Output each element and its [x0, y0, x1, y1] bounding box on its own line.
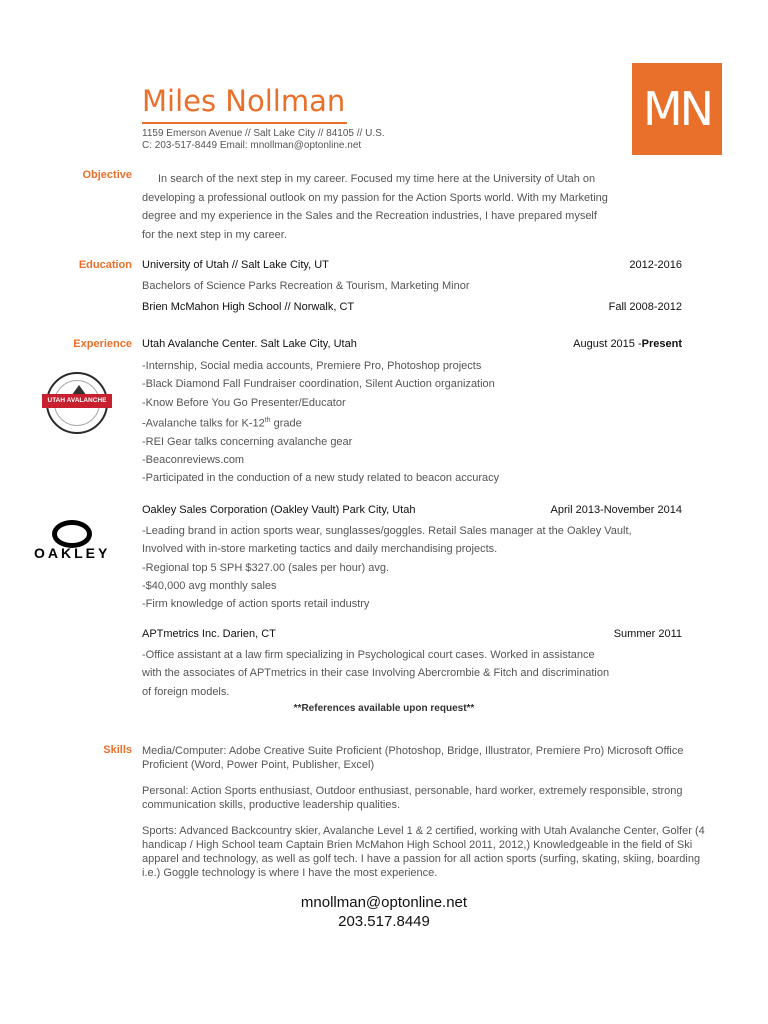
education-date: 2012-2016: [629, 259, 682, 271]
oakley-logo: OAKLEY: [34, 545, 111, 561]
list-item-text: -Avalanche talks for K-12: [142, 417, 265, 430]
list-item: -Internship, Social media accounts, Premiere Pro, Photoshop projects: [142, 360, 482, 372]
footer-email: mnollman@optonline.net: [300, 894, 468, 911]
contact-line: C: 203-517-8449 Email: mnollman@optonline.net: [142, 140, 362, 151]
job-items: [142, 646, 609, 701]
badge-band: UTAH AVALANCHE: [42, 394, 112, 408]
section-label-skills: Skills: [103, 744, 132, 756]
objective-line: degree and my experience in the Sales and the Recreation industries, I have prepared myself: [142, 210, 597, 222]
references-note: **References available upon request**: [293, 703, 475, 714]
job-date: Summer 2011: [613, 628, 682, 640]
job-items: [142, 357, 499, 488]
list-item: -Beaconreviews.com: [142, 454, 245, 467]
job-date-present: Present: [641, 338, 682, 350]
list-item: -REI Gear talks concerning avalanche gear: [142, 435, 353, 448]
education-date: Fall 2008-2012: [608, 301, 682, 313]
objective-text: [142, 170, 608, 244]
superscript: th: [264, 416, 271, 424]
list-item: [142, 412, 499, 433]
list-item: Involved with in-store marketing tactics and daily merchandising projects.: [142, 543, 498, 556]
section-label-objective: Objective: [82, 169, 132, 181]
oakley-ellipse-icon: [52, 520, 92, 548]
name-underline: [142, 122, 347, 124]
objective-line: In search of the next step in my career. Focused my time here at the University of Utah on: [158, 173, 596, 185]
candidate-name: Miles Nollman: [142, 84, 346, 118]
footer-phone: 203.517.8449: [338, 913, 430, 930]
job-title: APTmetrics Inc. Darien, CT: [142, 628, 276, 640]
monogram-logo: MN: [632, 63, 722, 155]
education-school: University of Utah // Salt Lake City, UT: [142, 259, 329, 271]
objective-line: for the next step in my career.: [142, 228, 287, 241]
section-label-education: Education: [78, 259, 132, 271]
list-item: with the associates of APTmetrics in their case Involving Abercrombie & Fitch and discrimination: [142, 667, 610, 680]
list-item: -Leading brand in action sports wear, sunglasses/goggles. Retail Sales manager at the Oakley Vault,: [142, 525, 632, 537]
job-date: April 2013-November 2014: [550, 504, 682, 516]
address-line: 1159 Emerson Avenue // Salt Lake City // 84105 // U.S.: [142, 128, 385, 139]
job-date-start: August 2015 -: [573, 338, 642, 350]
list-item: -Regional top 5 SPH $327.00 (sales per hour) avg.: [142, 561, 390, 574]
education-degree: Bachelors of Science Parks Recreation & Tourism, Marketing Minor: [142, 280, 470, 292]
utah-avalanche-logo: [46, 372, 108, 434]
list-item: -Office assistant at a law firm specializing in Psychological court cases. Worked in assistance: [142, 649, 595, 661]
skills-paragraph: Personal: Action Sports enthusiast, Outdoor enthusiast, personable, hard worker, extremely responsible, strong communication skills, productive leadership qualities.: [142, 785, 683, 811]
job-date: [573, 338, 682, 350]
job-items: [142, 522, 632, 613]
list-item-suffix: grade: [270, 417, 302, 430]
list-item: -Black Diamond Fall Fundraiser coordination, Silent Auction organization: [142, 378, 495, 391]
section-label-experience: Experience: [73, 338, 132, 350]
list-item: -Participated in the conduction of a new study related to beacon accuracy: [142, 472, 500, 485]
skills-text: [142, 744, 717, 892]
list-item: -Firm knowledge of action sports retail industry: [142, 598, 370, 611]
skills-paragraph: Media/Computer: Adobe Creative Suite Proficient (Photoshop, Bridge, Illustrator, Premiere Pro) Microsoft Office Proficient (Word, Power Point, Publisher, Excel): [142, 745, 684, 771]
job-title: Oakley Sales Corporation (Oakley Vault) Park City, Utah: [142, 504, 416, 516]
skills-paragraph: Sports: Advanced Backcountry skier, Avalanche Level 1 & 2 certified, working with Utah Avalanche Center, Golfer (4 handicap / High School team Captain Brien McMahon High School 2011, 2012,) Knowledgeable in the field of Ski apparel and technology, as well as golf tech. I have a passion for all action sports (surfing, skating, skiing, boarding i.e.) Goggle technology is where I have the most experience.: [142, 825, 705, 879]
objective-line: developing a professional outlook on my passion for the Action Sports world. With my Marketing: [142, 191, 608, 204]
education-school: Brien McMahon High School // Norwalk, CT: [142, 301, 355, 313]
job-title: Utah Avalanche Center. Salt Lake City, Utah: [142, 338, 357, 350]
list-item: of foreign models.: [142, 685, 230, 698]
list-item: -Know Before You Go Presenter/Educator: [142, 396, 346, 409]
list-item: -$40,000 avg monthly sales: [142, 579, 277, 592]
